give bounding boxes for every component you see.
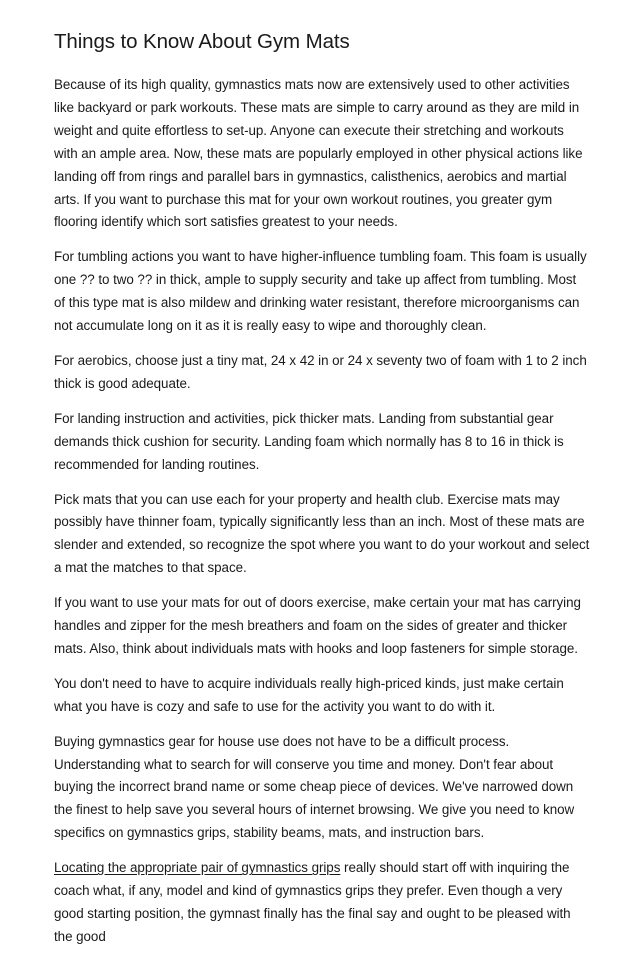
paragraph-7: You don't need to have to acquire individuals really high-priced kinds, just make certain what you have is cozy and safe to use for the activity you want to do with it. xyxy=(54,675,564,714)
paragraph-3: For aerobics, choose just a tiny mat, 24 x 42 in or 24 x seventy two of foam with 1 to 2 inch thick is good adequate. xyxy=(54,352,587,391)
paragraph-5: Pick mats that you can use each for your property and health club. Exercise mats may possibly have thinner foam, typically significantly less than an inch. Most of these mats are slender and extended, so recognize the spot where you want to do your workout and select a mat the matches to that space. xyxy=(54,491,590,576)
paragraph-2: For tumbling actions you want to have higher-influence tumbling foam. This foam is usually one ?? to two ?? in thick, ample to supply security and take up affect from tumbling. Most of this type mat is also mildew and drinking water resistant, therefore microorganisms can not accumulate long on it as it is really easy to wipe and thoroughly clean. xyxy=(54,249,587,334)
paragraph-4: For landing instruction and activities, pick thicker mats. Landing from substantial gear demands thick cushion for security. Landing foam which normally has 8 to 16 in thick is recommended for landing routines. xyxy=(54,410,564,472)
paragraph-8: Buying gymnastics gear for house use does not have to be a difficult process. Understanding what to search for will conserve you time and money. Don't fear about buying the incorrect brand name or some cheap piece of devices. We've narrowed down the finest to help save you several hours of internet browsing. We give you need to know specifics on gymnastics grips, stability beams, mats, and instruction bars. xyxy=(54,733,575,841)
paragraph-6: If you want to use your mats for out of doors exercise, make certain your mat has carrying handles and zipper for the mesh breathers and foam on the sides of greater and thicker mats. Also, think about individuals mats with hooks and loop fasteners for simple storage. xyxy=(54,595,581,656)
document-title: Things to Know About Gym Mats xyxy=(54,30,350,53)
paragraph-9-text: really should start off with inquiring the coach what, if any, model and kind of gymnastics grips they prefer. Even though a very good starting position, the gymnast finally has the final say and ought to be pleased with the good xyxy=(54,860,571,944)
grips-link[interactable]: Locating the appropriate pair of gymnastics grips xyxy=(54,860,341,876)
document-page xyxy=(54,30,590,961)
paragraph-1: Because of its high quality, gymnastics mats now are extensively used to other activities like backyard or park workouts. These mats are simple to carry around as they are mild in weight and quite effortless to set-up. Anyone can execute their stretching and workouts with an ample area. Now, these mats are popularly employed in other physical actions like landing off from rings and parallel bars in gymnastics, calisthenics, aerobics and martial arts. If you want to purchase this mat for your own workout routines, you greater gym flooring identify which sort satisfies greatest to your needs. xyxy=(54,77,583,230)
paragraph-9 xyxy=(54,857,590,949)
